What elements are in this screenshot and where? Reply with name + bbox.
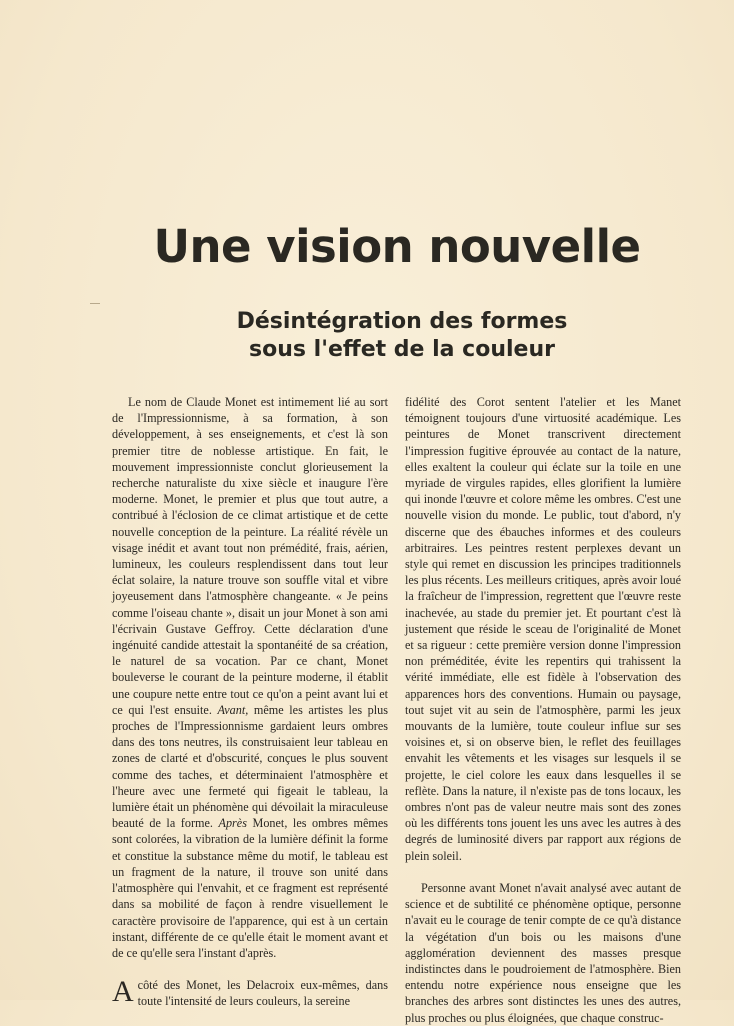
left-p2-text: côté des Monet, les Delacroix eux-mêmes, dans toute l'intensité de leurs couleurs, la sereine — [137, 978, 388, 1009]
left-p1-text-a: Le nom de Claude Monet est intimement lié au sort de l'Impressionnisme, à sa formation, à son développement, à ses enseignements, et c'est là son premier titre de noblesse artistique. En fait, le mouvement impressionniste conclut glorieusement la recherche naturaliste du xixe siècle et inaugure l'ère moderne. Monet, le premier et plus que tout autre, a contribué à l'éclosion de ce climat artistique et de cette nouvelle conception de la peinture. La réalité révèle un visage inédit et avant tout non prémédité, frais, aérien, lumineux, les couleurs resplendissent dans tout leur éclat solaire, la nature trouve son souffle vital et vibre joyeusement dans l'atmosphère changeante. « Je peins comme l'oiseau chante », disait un jour Monet à son ami l'écrivain Gustave Geffroy. Cette déclaration d'une ingénuité candide attestait la spontanéité de sa création, le naturel de sa vocation. Par ce chant, Monet bouleverse le courant de la peinture moderne, il établit une coupure nette entre tout ce qu'on a peint avant lui et ce qui l'est ensuite. — [112, 395, 388, 717]
left-paragraph-1 — [112, 394, 388, 961]
page-title: Une vision nouvelle — [153, 220, 641, 273]
left-p1-text-b: même les artistes les plus proches de l'Impressionnisme gardaient leurs ombres dans des tons neutres, ils construisaient leur tableau en zones de clarté et d'obscurité, conçues le plus souvent comme des taches, et déterminaient l'atmosphère et l'heure avec une fermeté qui figeait le tableau, la lumière était un phénomène qui dévoilait la miraculeuse beauté de la forme. — [112, 702, 389, 831]
left-column — [112, 394, 388, 1010]
page-edge-mark — [90, 303, 100, 304]
right-paragraph-1: fidélité des Corot sentent l'atelier et les Manet témoignent toujours d'une virtuosité académique. Les peintures de Monet transcrivent directement l'impression fugitive éprouvée au contact de la nature, elles exaltent la couleur qui éclate sur la toile en une myriade de virgules rapides, elles glorifient la lumière qui inonde l'œuvre et colore même les ombres. C'est une nouvelle vision du monde. Le public, tout d'abord, n'y discerne que des ébauches informes et des couleurs arbitraires. Les peintres restent perplexes devant un style qui remet en discussion les principes traditionnels les plus récents. Les meilleurs critiques, après avoir loué la fraîcheur de l'impression, regrettent que l'œuvre reste inachevée, au stade du premier jet. Et pourtant c'est là justement que réside le sceau de l'originalité de Monet et sa rigueur : cette première version donne l'impression non préméditée, évite les repentirs qui trahissent la vérité immédiate, elle est fidèle à l'observation des apparences hors des conventions. Humain ou paysage, tout sujet vit au sein de l'atmosphère, parmi les jeux mouvants de la lumière, toute couleur influe sur ses voisines et, si on observe bien, le reflet des feuillages envahit les vêtements et les visages sur lesquels il se projette, le ciel colore les eaux dans lesquelles il se reflète. Dans la nature, il n'existe pas de tons locaux, les ombres n'ont pas de valeur neutre mais sont des zones où les différents tons jouent les uns avec les autres à des degrés de luminosité divers par rapport aux régions de plein soleil. — [405, 395, 681, 863]
subtitle-line-2: sous l'effet de la couleur — [249, 337, 555, 362]
left-p1-text-c: Monet, les ombres mêmes sont colorées, la vibration de la lumière définit la forme et constitue la substance même du motif, le tableau est un fragment de la nature, il trouve son unité dans l'atmosphère qui l'envahit, et ce fragment est représenté dans sa mobilité de façon à rendre visuellement le caractère provisoire de l'apparence, qui est à un certain instant, différente de ce qu'elle était le moment avant et de ce qu'elle sera l'instant d'après. — [112, 816, 388, 960]
right-paragraph-2: Personne avant Monet n'avait analysé avec autant de science et de subtilité ce phénomène optique, personne n'avait eu le courage de tenir compte de ce qu'à distance la végétation d'un bois ou les maisons d'une agglomération deviennent des masses presque indistinctes dans le poudroiement de l'atmosphère. Bien entendu notre expérience nous enseigne que les branches des arbres sont distinctes les unes des autres, plus proches ou plus éloignées, que chaque construc- — [405, 880, 681, 1025]
left-p1-emphasis-avant: Avant, — [217, 702, 249, 717]
drop-cap: A — [112, 975, 134, 1009]
right-column — [405, 394, 681, 1026]
subtitle-line-1: Désintégration des formes — [236, 309, 568, 334]
left-p1-emphasis-apres: Après — [218, 816, 247, 831]
page-subtitle — [0, 308, 734, 364]
left-paragraph-2 — [112, 977, 388, 1009]
